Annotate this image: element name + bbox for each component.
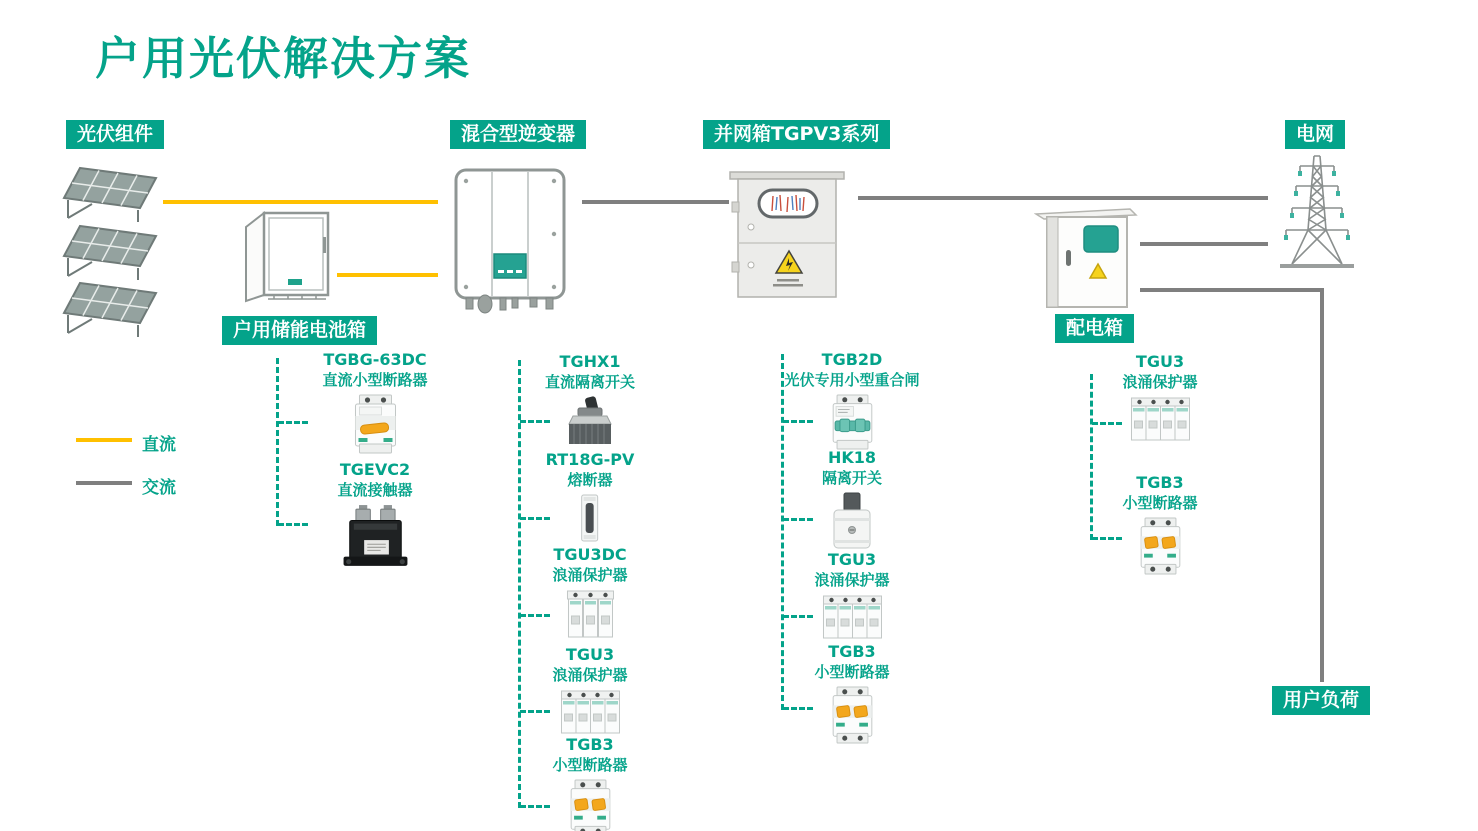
dc-line-pv-to-inverter <box>163 200 438 204</box>
legend-dc-line <box>76 438 132 442</box>
dc-line-battery-to-inverter <box>337 273 438 277</box>
component-model: HK18 <box>827 448 877 467</box>
dc-breaker-icon <box>349 394 401 454</box>
tag-power-grid: 电网 <box>1285 120 1345 149</box>
component-name: 浪涌保护器 <box>552 566 628 584</box>
ac-line-distbox-to-load-horizontal <box>1140 288 1324 292</box>
connector-branch <box>1092 422 1122 425</box>
connector-branch <box>1092 537 1122 540</box>
component-name: 浪涌保护器 <box>814 571 890 589</box>
connector-distbox-column <box>1090 374 1093 540</box>
component-model: TGB3 <box>1136 473 1184 492</box>
component-model: TGU3 <box>827 550 877 569</box>
tag-user-load: 用户负荷 <box>1272 686 1370 715</box>
connector-branch <box>783 518 813 521</box>
grid-connection-box-icon <box>728 164 848 304</box>
connector-branch <box>783 707 813 710</box>
component-name: 熔断器 <box>567 471 613 489</box>
isolator-switch-icon <box>829 492 875 550</box>
component-name: 浪涌保护器 <box>552 666 628 684</box>
component-model: TGBG-63DC <box>323 350 427 369</box>
component-item <box>822 448 882 554</box>
mini-breaker-icon <box>565 779 615 831</box>
dc-isolator-switch-icon <box>563 396 617 446</box>
surge-protector-icon <box>1129 396 1191 444</box>
connector-inverter-column <box>518 360 521 808</box>
component-item <box>552 735 627 831</box>
component-item <box>322 350 427 458</box>
pv-recloser-icon <box>827 394 877 450</box>
component-model: TGHX1 <box>559 352 621 371</box>
component-name: 小型断路器 <box>814 663 890 681</box>
component-model: TGB3 <box>828 642 876 661</box>
component-item <box>784 350 919 454</box>
component-name: 光伏专用小型重合闸 <box>784 371 920 389</box>
component-item <box>337 460 412 574</box>
component-item <box>1122 473 1197 579</box>
component-name: 小型断路器 <box>552 756 628 774</box>
component-name: 直流接触器 <box>337 481 413 499</box>
tag-hybrid-inverter: 混合型逆变器 <box>450 120 586 149</box>
mini-breaker-icon <box>1135 517 1185 575</box>
ac-line-distbox-to-grid <box>1140 242 1268 246</box>
component-item <box>552 545 627 645</box>
solar-panel-icon <box>60 164 164 226</box>
battery-box-icon <box>238 205 338 305</box>
surge-protector-icon <box>565 589 615 641</box>
component-model: TGB2D <box>821 350 883 369</box>
mini-breaker-icon <box>827 686 877 744</box>
component-model: TGEVC2 <box>339 460 411 479</box>
component-model: TGB3 <box>566 735 614 754</box>
component-item <box>1122 352 1197 448</box>
connector-branch <box>783 615 813 618</box>
dc-contactor-icon <box>341 504 409 570</box>
legend-ac-line <box>76 481 132 485</box>
component-name: 直流小型断路器 <box>322 371 428 389</box>
component-name: 浪涌保护器 <box>1122 373 1198 391</box>
fuse-holder-icon <box>578 494 602 542</box>
surge-protector-icon <box>559 689 621 737</box>
distribution-box-icon <box>1034 200 1140 312</box>
ac-line-distbox-to-load-vertical <box>1320 288 1324 682</box>
connector-branch <box>520 614 550 617</box>
transmission-tower-icon <box>1278 150 1356 272</box>
connector-battery-column <box>276 358 279 526</box>
component-item <box>814 642 889 748</box>
component-item <box>552 645 627 741</box>
connector-branch <box>520 710 550 713</box>
tag-pv-modules: 光伏组件 <box>66 120 164 149</box>
legend-ac-label: 交流 <box>142 478 176 498</box>
ac-line-inverter-to-gridbox <box>582 200 729 204</box>
tag-battery-box: 户用储能电池箱 <box>222 316 377 345</box>
component-item <box>546 450 635 546</box>
inverter-icon <box>452 166 570 314</box>
component-name: 直流隔离开关 <box>544 373 636 391</box>
component-name: 小型断路器 <box>1122 494 1198 512</box>
tag-grid-connection-box: 并网箱TGPV3系列 <box>703 120 890 149</box>
component-item <box>545 352 635 450</box>
connector-branch <box>278 421 308 424</box>
tag-distribution-box: 配电箱 <box>1055 314 1134 343</box>
solar-panel-icon <box>60 222 164 284</box>
page-title: 户用光伏解决方案 <box>95 32 472 85</box>
connector-branch <box>520 805 550 808</box>
component-model: TGU3 <box>1135 352 1185 371</box>
component-model: TGU3 <box>565 645 615 664</box>
component-item <box>814 550 889 646</box>
component-model: TGU3DC <box>553 545 627 564</box>
component-model: RT18G-PV <box>545 450 635 469</box>
connector-branch <box>278 523 308 526</box>
surge-protector-icon <box>821 594 883 642</box>
component-name: 隔离开关 <box>821 469 883 487</box>
solar-panel-icon <box>60 279 164 341</box>
legend-dc-label: 直流 <box>142 435 176 455</box>
